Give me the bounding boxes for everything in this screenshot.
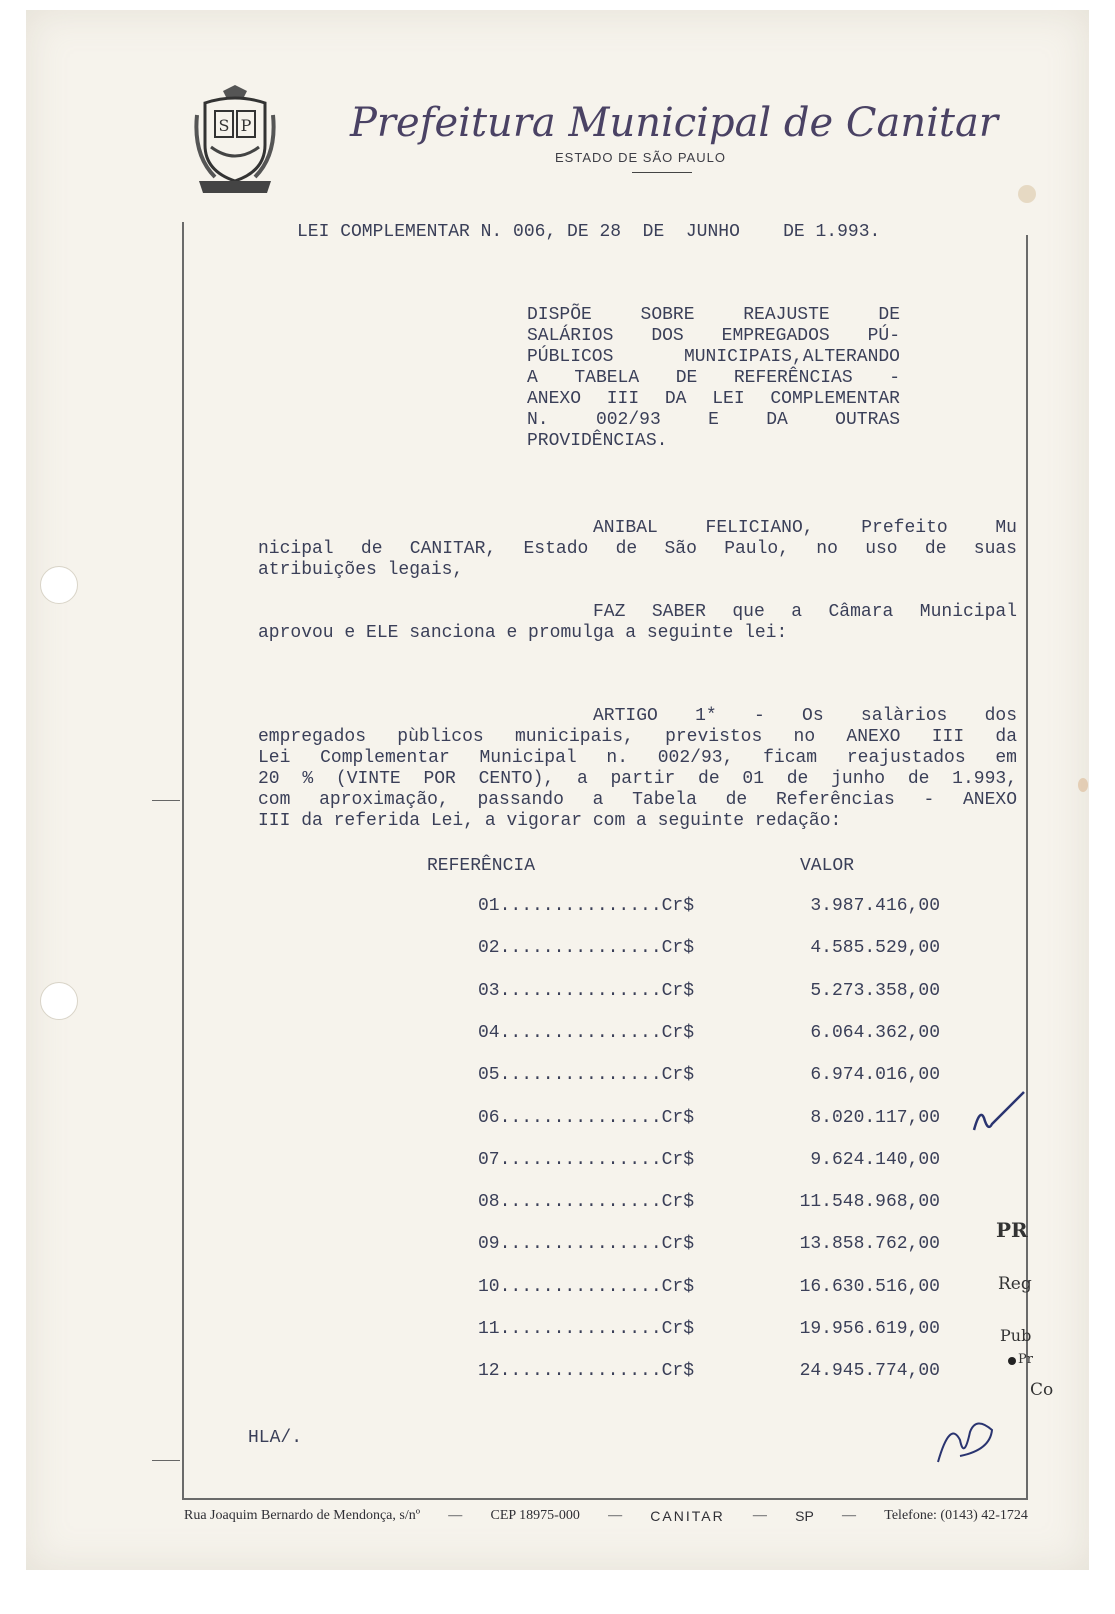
preamble-line: atribuições legais,: [258, 560, 464, 580]
paper-smudge: [1018, 185, 1036, 203]
table-row-reference: 01...............Cr$: [478, 896, 695, 916]
municipal-crest-icon: [193, 85, 277, 197]
margin-stamp-text: Pub: [1000, 1326, 1032, 1345]
handwritten-signature: [930, 1410, 1000, 1470]
ementa-line: PÚBLICOS MUNICIPAIS,ALTERANDO: [527, 347, 900, 367]
artigo-line: 20 % (VINTE POR CENTO), a partir de 01 de junho de 1.993,: [258, 769, 1017, 789]
table-row-value: 8.020.117,00: [810, 1107, 940, 1128]
ementa-line: A TABELA DE REFERÊNCIAS -: [527, 368, 900, 388]
table-row-reference: 04...............Cr$: [478, 1022, 695, 1043]
table-row-value: 24.945.774,00: [799, 1361, 940, 1382]
table-header-value: VALOR: [800, 856, 855, 876]
svg-text:P: P: [240, 116, 252, 135]
footer-separator: —: [448, 1508, 463, 1523]
table-row-reference: 02...............Cr$: [478, 938, 695, 959]
table-row-reference: 11...............Cr$: [478, 1319, 695, 1339]
punch-hole-top: [40, 566, 78, 604]
svg-text:S: S: [218, 116, 230, 135]
table-row-value: 16.630.516,00: [799, 1276, 940, 1297]
artigo-line: Lei Complementar Municipal n. 002/93, ficam reajustados em: [258, 748, 1017, 768]
artigo-line: empregados pùblicos municipais, previstos no ANEXO III da: [258, 727, 1017, 747]
ementa-line: DISPÕE SOBRE REAJUSTE DE: [527, 305, 900, 325]
artigo-line: III da referida Lei, a vigorar com a seguinte redação:: [258, 811, 842, 831]
table-row-value: 19.956.619,00: [799, 1319, 940, 1339]
footer-phone: Telefone: (0143) 42-1724: [884, 1508, 1028, 1523]
table-row-value: 5.273.358,00: [810, 980, 940, 1001]
margin-stamp-text: Pr: [1018, 1352, 1033, 1367]
footer-address: Rua Joaquim Bernardo de Mendonça, s/nº: [184, 1508, 421, 1523]
typist-initials: HLA/.: [248, 1428, 303, 1448]
footer-separator: —: [752, 1508, 767, 1523]
fold-mark: [152, 800, 180, 801]
letterhead-title: Prefeitura Municipal de Canitar: [350, 100, 998, 146]
table-row-value: 6.064.362,00: [810, 1022, 940, 1043]
ementa-line: N. 002/93 E DA OUTRAS: [527, 410, 900, 430]
ementa-line: SALÁRIOS DOS EMPREGADOS PÚ-: [527, 326, 900, 346]
paper-smudge: [1078, 778, 1088, 792]
table-row-value: 13.858.762,00: [799, 1234, 940, 1255]
faz-saber-line: FAZ SABER que a Câmara Municipal: [593, 602, 1017, 622]
footer-separator: —: [608, 1508, 623, 1523]
table-row-value: 6.974.016,00: [810, 1065, 940, 1086]
table-row-reference: 03...............Cr$: [478, 980, 695, 1001]
artigo-line: com aproximação, passando a Tabela de Referências - ANEXO: [258, 790, 1017, 810]
letterhead-divider: [632, 172, 692, 173]
table-row-reference: 08...............Cr$: [478, 1192, 695, 1213]
punch-hole-bottom: [40, 982, 78, 1020]
table-row-value: 11.548.968,00: [799, 1192, 940, 1213]
handwritten-mark: [970, 1088, 1030, 1138]
table-row-reference: 05...............Cr$: [478, 1065, 695, 1086]
footer-state: SP: [795, 1508, 814, 1524]
footer-separator: —: [842, 1508, 857, 1523]
faz-saber-line: aprovou e ELE sanciona e promulga a seguinte lei:: [258, 623, 788, 643]
footer-cep: CEP 18975-000: [490, 1508, 580, 1523]
ementa-block: [527, 305, 900, 452]
fold-mark: [152, 1460, 180, 1461]
table-row-reference: 09...............Cr$: [478, 1234, 695, 1255]
table-row-value: 3.987.416,00: [810, 896, 940, 916]
margin-stamp-text: PR: [996, 1218, 1028, 1242]
margin-stamp-text: Co: [1030, 1380, 1054, 1400]
ementa-line: PROVIDÊNCIAS.: [527, 431, 668, 451]
letterhead-subtitle: ESTADO DE SÃO PAULO: [555, 150, 726, 165]
table-header-reference: REFERÊNCIA: [427, 856, 536, 876]
table-row-value: 9.624.140,00: [810, 1149, 940, 1170]
ementa-line: ANEXO III DA LEI COMPLEMENTAR: [527, 389, 900, 409]
stamp-dot: [1008, 1357, 1016, 1365]
table-row-reference: 10...............Cr$: [478, 1276, 695, 1297]
artigo-line: ARTIGO 1* - Os salàrios dos: [593, 706, 1017, 726]
table-row-reference: 07...............Cr$: [478, 1149, 695, 1170]
table-row-reference: 12...............Cr$: [478, 1361, 695, 1382]
footer-city: CANITAR: [650, 1508, 725, 1524]
table-row-value: 4.585.529,00: [810, 938, 940, 959]
frame-right-line: [1026, 235, 1028, 1500]
law-title: LEI COMPLEMENTAR N. 006, DE 28 DE JUNHO DE 1.993.: [297, 222, 881, 242]
table-row-reference: 06...............Cr$: [478, 1107, 695, 1128]
preamble-line: nicipal de CANITAR, Estado de São Paulo, no uso de suas: [258, 539, 1017, 559]
letterhead-footer: [184, 1508, 1028, 1524]
frame-bottom-line: [182, 1498, 1028, 1500]
frame-left-line: [182, 222, 184, 1500]
margin-stamp-text: Reg: [998, 1274, 1032, 1294]
preamble-line: ANIBAL FELICIANO, Prefeito Mu: [593, 518, 1017, 538]
